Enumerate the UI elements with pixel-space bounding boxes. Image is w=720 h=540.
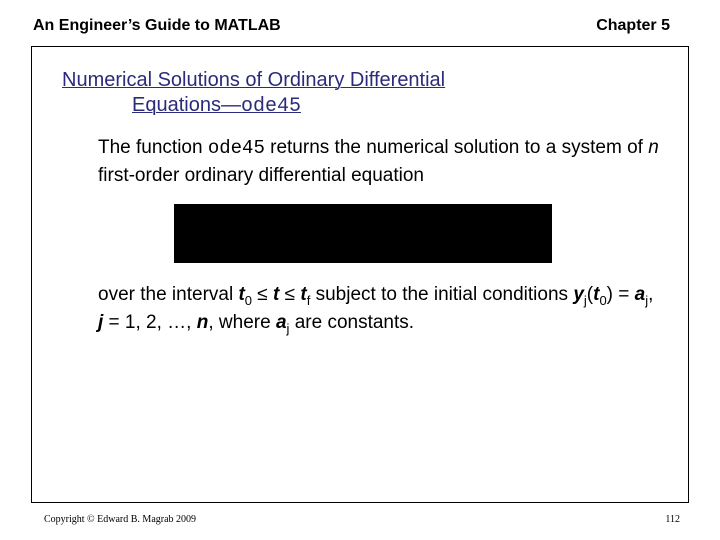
p2-var: n (196, 312, 209, 333)
p2-var: t (273, 284, 280, 305)
p2-var: y (573, 284, 584, 305)
p2-text: , where (208, 312, 276, 333)
p2-sub: f (306, 292, 311, 308)
p2-sub: j (583, 292, 587, 308)
p2-sub: 0 (244, 292, 253, 308)
p1-code-ode45: ode45 (207, 137, 265, 159)
footer-copyright: Copyright © Edward B. Magrab 2009 (44, 514, 197, 525)
slide-title (62, 68, 622, 119)
title-line-1: Numerical Solutions of Ordinary Differential (62, 69, 446, 91)
p2-var: t (238, 284, 245, 305)
p2-text: ≤ (279, 284, 301, 305)
header-chapter: Chapter 5 (596, 17, 670, 34)
p2-var: t (300, 284, 307, 305)
header-book-title: An Engineer’s Guide to MATLAB (33, 17, 281, 34)
footer-page-number: 112 (665, 514, 680, 525)
p1-text-b: returns the numerical solution to a system of (264, 137, 649, 158)
p1-text-a: The function (98, 137, 208, 158)
p2-text: ≤ (252, 284, 274, 305)
p1-var-n: n (648, 137, 659, 158)
p2-text: = 1, 2, …, (103, 312, 197, 333)
p2-var: j (98, 312, 104, 333)
p2-text: ) = (606, 284, 635, 305)
title-line-2-text: Equations— (132, 94, 241, 116)
p2-text: are constants. (289, 312, 415, 333)
p1-text-c: first-order ordinary differential equation (98, 165, 424, 186)
p2-sub: j (645, 292, 649, 308)
p2-text: over the interval (98, 284, 239, 305)
title-line-2 (62, 93, 622, 119)
paragraph-intro (98, 134, 688, 190)
p2-sub: j (286, 320, 290, 336)
p2-sub: 0 (599, 292, 607, 308)
paragraph-conditions (98, 281, 658, 337)
p2-var: a (275, 312, 287, 333)
p2-text: ( (586, 284, 594, 305)
p2-var: t (593, 284, 600, 305)
p2-var: a (634, 284, 646, 305)
p2-text: subject to the initial conditions (310, 284, 574, 305)
equation-image-placeholder (174, 204, 552, 263)
title-code-ode45: ode45 (240, 95, 301, 118)
p2-text: , (648, 284, 654, 305)
